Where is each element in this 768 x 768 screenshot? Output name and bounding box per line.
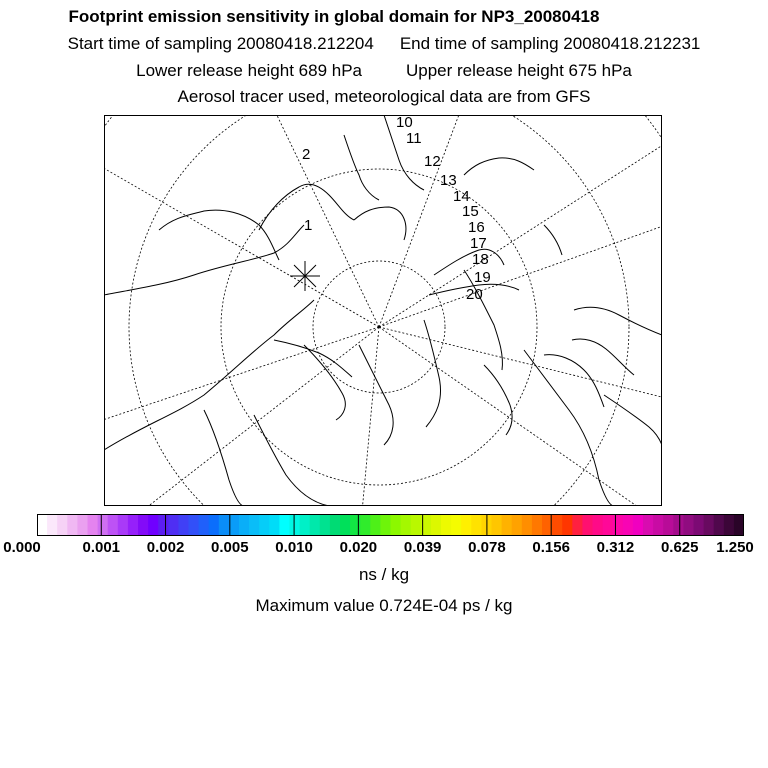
colorbar-cell bbox=[88, 514, 99, 536]
graticule bbox=[104, 115, 662, 506]
trajectory-label: 17 bbox=[470, 235, 487, 252]
colorbar-tick-label: 0.000 bbox=[3, 539, 41, 556]
meridian-line bbox=[359, 327, 379, 506]
colorbar-cell bbox=[683, 514, 694, 536]
colorbar-cell bbox=[219, 514, 230, 536]
colorbar-tick-label: 0.002 bbox=[146, 539, 185, 556]
colorbar-cell bbox=[694, 514, 705, 536]
latitude-circle bbox=[104, 115, 662, 506]
colorbar-cell bbox=[492, 514, 503, 536]
colorbar-tick-label: 1.250 bbox=[716, 539, 754, 556]
upper-height: Upper release height 675 hPa bbox=[406, 61, 632, 80]
colorbar-cell bbox=[461, 514, 472, 536]
map-frame bbox=[105, 116, 662, 506]
trajectory-label: 13 bbox=[440, 172, 457, 189]
colorbar-cell bbox=[98, 514, 109, 536]
polar-map bbox=[104, 115, 662, 506]
trajectory-label: 2 bbox=[302, 146, 311, 163]
colorbar-cell bbox=[128, 514, 139, 536]
release-heights bbox=[0, 61, 768, 81]
colorbar-cell bbox=[249, 514, 260, 536]
colorbar-cell bbox=[209, 514, 220, 536]
trajectory-label: 16 bbox=[468, 219, 485, 236]
colorbar-cell bbox=[562, 514, 573, 536]
trajectory-label: 20 bbox=[466, 286, 483, 303]
colorbar-cell bbox=[431, 514, 442, 536]
colorbar-cell bbox=[199, 514, 210, 536]
colorbar-cell bbox=[269, 514, 280, 536]
colorbar-cell bbox=[522, 514, 533, 536]
trajectory-label: 11 bbox=[406, 130, 422, 147]
colorbar-cell bbox=[582, 514, 593, 536]
colorbar-cell bbox=[552, 514, 563, 536]
maximum-value: Maximum value 0.724E-04 ps / kg bbox=[255, 596, 513, 615]
colorbar-cell bbox=[714, 514, 725, 536]
colorbar-cell bbox=[330, 514, 341, 536]
meridian-line bbox=[379, 215, 662, 327]
colorbar-cell bbox=[451, 514, 462, 536]
colorbar-cell bbox=[168, 514, 179, 536]
colorbar-tick-label: 0.312 bbox=[596, 539, 635, 556]
tracer-info: Aerosol tracer used, meteorological data are from GFS bbox=[177, 87, 591, 106]
colorbar-cell bbox=[67, 514, 78, 536]
colorbar-tick-label: 0.625 bbox=[660, 539, 699, 556]
colorbar-cell bbox=[259, 514, 270, 536]
colorbar-cell bbox=[138, 514, 149, 536]
colorbar-cell bbox=[37, 514, 48, 536]
sampling-times bbox=[0, 34, 768, 54]
colorbar-cell bbox=[340, 514, 351, 536]
colorbar-cell bbox=[370, 514, 381, 536]
colorbar-cell bbox=[643, 514, 654, 536]
coastlines bbox=[104, 115, 662, 506]
colorbar-cell bbox=[603, 514, 614, 536]
colorbar-cell bbox=[653, 514, 664, 536]
colorbar-cell bbox=[108, 514, 119, 536]
colorbar-cell bbox=[380, 514, 391, 536]
colorbar-cell bbox=[391, 514, 402, 536]
colorbar-cell bbox=[77, 514, 88, 536]
colorbar-cell bbox=[118, 514, 129, 536]
colorbar-cell bbox=[593, 514, 604, 536]
colorbar-cell bbox=[148, 514, 159, 536]
colorbar-cell bbox=[229, 514, 240, 536]
colorbar-cell bbox=[724, 514, 735, 536]
colorbar-tick-label: 0.005 bbox=[211, 539, 249, 556]
colorbar-cell bbox=[471, 514, 482, 536]
colorbar-tick-label: 0.010 bbox=[275, 539, 313, 556]
trajectory-label: 1 bbox=[304, 217, 313, 234]
colorbar bbox=[37, 514, 744, 536]
colorbar-cell bbox=[734, 514, 744, 536]
meridian-line bbox=[379, 125, 662, 327]
colorbar-cell bbox=[360, 514, 371, 536]
colorbar-tick-label: 0.001 bbox=[82, 539, 121, 556]
colorbar-cell bbox=[663, 514, 674, 536]
colorbar-cell bbox=[673, 514, 684, 536]
colorbar-cell bbox=[178, 514, 189, 536]
start-time: Start time of sampling 20080418.212204 bbox=[67, 34, 374, 53]
meridian-line bbox=[104, 327, 379, 433]
colorbar-cell bbox=[512, 514, 523, 536]
colorbar-cell bbox=[320, 514, 331, 536]
colorbar-cell bbox=[532, 514, 543, 536]
latitude-circle bbox=[129, 115, 629, 506]
trajectory-label: 19 bbox=[474, 269, 491, 286]
colorbar-cell bbox=[572, 514, 583, 536]
trajectory-label: 12 bbox=[424, 153, 441, 170]
colorbar-tick-label: 0.020 bbox=[339, 539, 378, 556]
lower-height: Lower release height 689 hPa bbox=[136, 61, 362, 80]
colorbar-cell bbox=[350, 514, 361, 536]
colorbar-cell bbox=[239, 514, 250, 536]
colorbar-cell bbox=[704, 514, 715, 536]
meridian-line bbox=[379, 327, 662, 405]
trajectory-label: 15 bbox=[462, 203, 479, 220]
colorbar-unit: ns / kg bbox=[358, 565, 410, 584]
colorbar-cell bbox=[623, 514, 634, 536]
colorbar-cell bbox=[290, 514, 301, 536]
figure-title: Footprint emission sensitivity in global domain for NP3_20080418 bbox=[68, 7, 600, 26]
colorbar-cell bbox=[401, 514, 412, 536]
colorbar-tick-label: 0.156 bbox=[532, 539, 570, 556]
release-star-icon bbox=[290, 261, 320, 291]
colorbar-cell bbox=[310, 514, 321, 536]
colorbar-cell bbox=[300, 514, 311, 536]
colorbar-cell bbox=[47, 514, 58, 536]
colorbar-cell bbox=[158, 514, 169, 536]
colorbar-tick-label: 0.078 bbox=[468, 539, 506, 556]
trajectory-label: 10 bbox=[396, 115, 413, 131]
meridian-line bbox=[219, 115, 379, 327]
meridian-line bbox=[379, 115, 504, 327]
colorbar-cell bbox=[57, 514, 68, 536]
colorbar-cell bbox=[411, 514, 422, 536]
colorbar-cell bbox=[502, 514, 513, 536]
trajectory-label: 18 bbox=[472, 251, 489, 268]
colorbar-cell bbox=[633, 514, 644, 536]
colorbar-cell bbox=[279, 514, 290, 536]
end-time: End time of sampling 20080418.212231 bbox=[399, 34, 701, 53]
trajectory-label: 14 bbox=[453, 188, 470, 205]
colorbar-cell bbox=[189, 514, 200, 536]
colorbar-cell bbox=[441, 514, 452, 536]
meridian-line bbox=[104, 151, 379, 327]
colorbar-cell bbox=[613, 514, 624, 536]
colorbar-tick-label: 0.039 bbox=[403, 539, 442, 556]
